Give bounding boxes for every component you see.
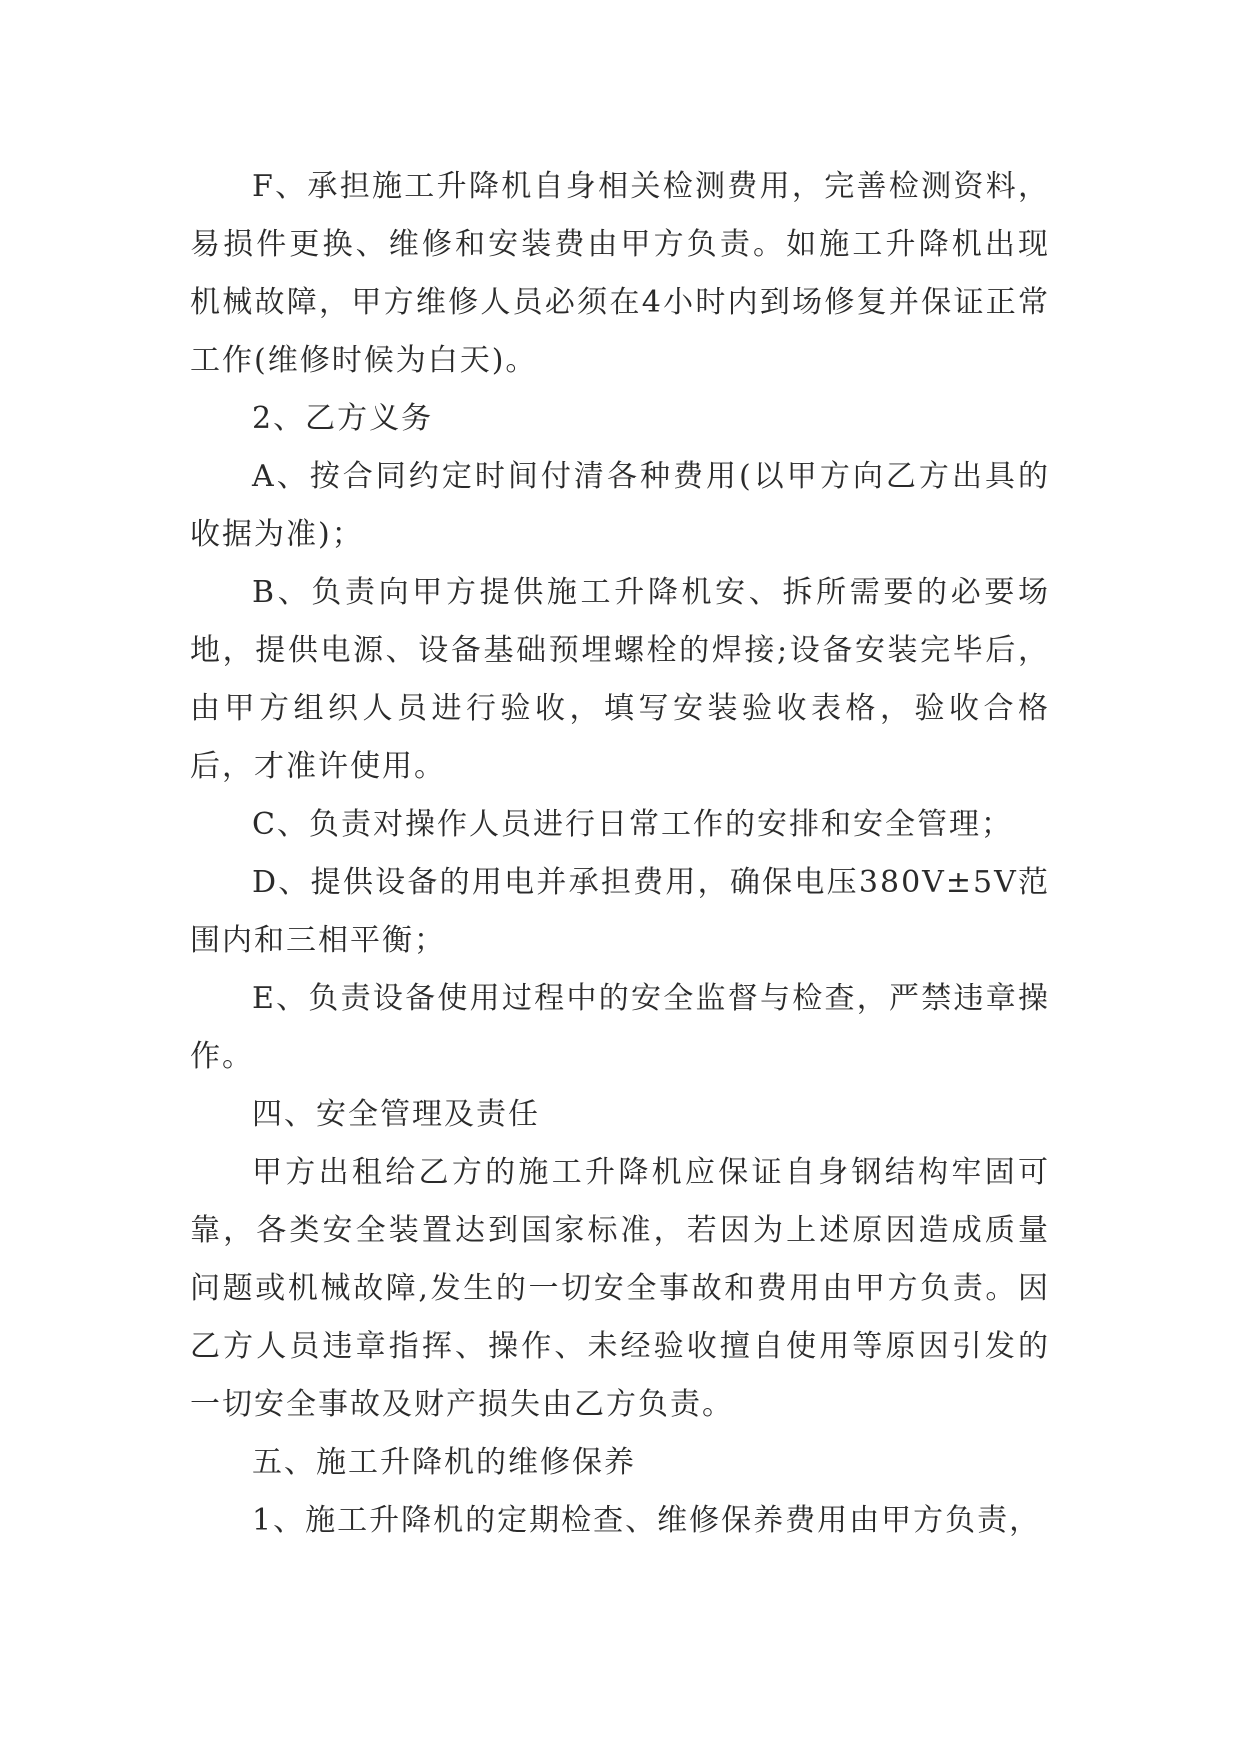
heading-maintenance: 五、施工升降机的维修保养 [252, 1445, 636, 1480]
paragraph-clause-d: D、提供设备的用电并承担费用，确保电压380V±5V范围内和三相平衡； [190, 865, 1050, 958]
heading-lessee-obligations: 2、乙方义务 [252, 401, 434, 436]
heading-safety-management: 四、安全管理及责任 [252, 1097, 540, 1132]
paragraph-clause-e: E、负责设备使用过程中的安全监督与检查，严禁违章操作。 [190, 981, 1050, 1074]
document-body [190, 158, 1050, 1550]
paragraph-clause-a: A、按合同约定时间付清各种费用(以甲方向乙方出具的收据为准)； [190, 459, 1050, 552]
paragraph-clause-b: B、负责向甲方提供施工升降机安、拆所需要的必要场地，提供电源、设备基础预埋螺栓的焊接;设备安装完毕后，由甲方组织人员进行验收，填写安装验收表格，验收合格后，才准许使用。 [190, 575, 1050, 784]
paragraph-lessor-fee-clause-f: F、承担施工升降机自身相关检测费用，完善检测资料，易损件更换、维修和安装费由甲方负责。如施工升降机出现机械故障，甲方维修人员必须在4小时内到场修复并保证正常工作(维修时候为白天)。 [190, 169, 1050, 378]
paragraph-clause-c: C、负责对操作人员进行日常工作的安排和安全管理； [252, 807, 1013, 842]
paragraph-maintenance-clause-1: 1、施工升降机的定期检查、维修保养费用由甲方负责， [252, 1503, 1042, 1538]
paragraph-safety-responsibility: 甲方出租给乙方的施工升降机应保证自身钢结构牢固可靠，各类安全装置达到国家标准，若因为上述原因造成质量问题或机械故障,发生的一切安全事故和费用由甲方负责。因乙方人员违章指挥、操作、未经验收擅自使用等原因引发的一切安全事故及财产损失由乙方负责。 [190, 1155, 1050, 1422]
